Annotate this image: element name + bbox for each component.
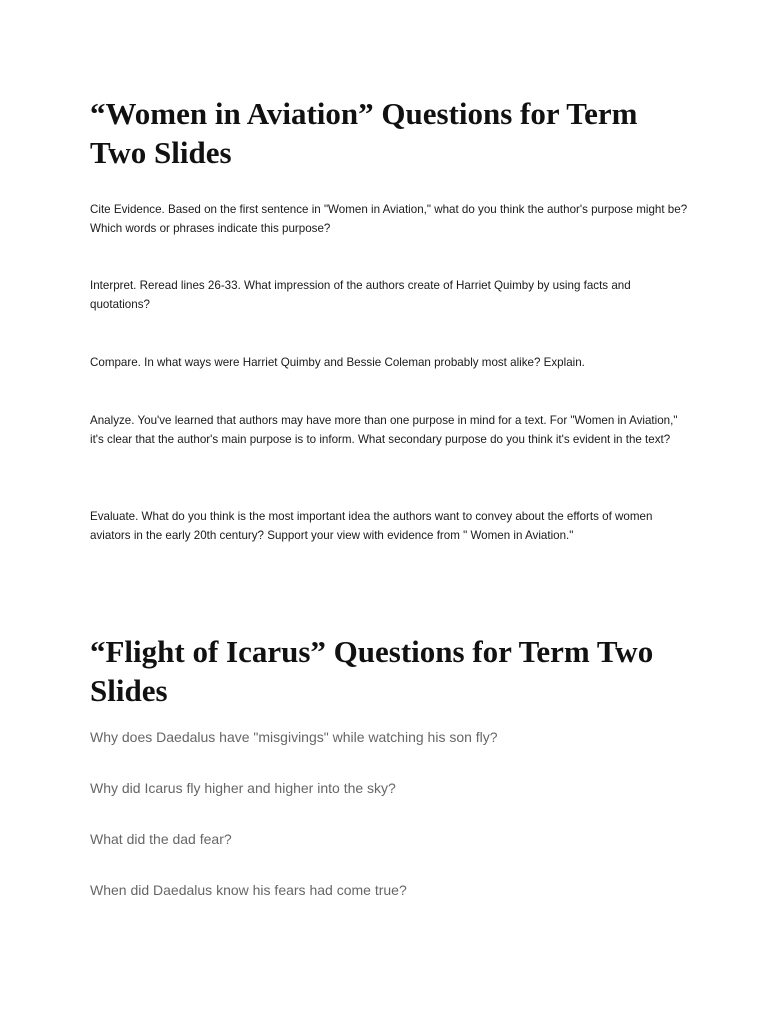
question-cite-evidence: Cite Evidence. Based on the first sentence in "Women in Aviation," what do you think the author's purpose might be? Which words or phrases indicate this purpose? xyxy=(90,203,688,235)
question-dad-fear: What did the dad fear? xyxy=(90,831,232,847)
question-misgivings: Why does Daedalus have "misgivings" while watching his son fly? xyxy=(90,729,498,745)
question-fears-true: When did Daedalus know his fears had come true? xyxy=(90,882,407,898)
question-evaluate: Evaluate. What do you think is the most important idea the authors want to convey about the efforts of women aviators in the early 20th century? Support your view with evidence from " Women in Aviation." xyxy=(90,510,653,542)
question-fly-higher: Why did Icarus fly higher and higher into the sky? xyxy=(90,780,396,796)
question-interpret: Interpret. Reread lines 26-33. What impression of the authors create of Harriet Quimby by using facts and quotations? xyxy=(90,279,631,311)
section-heading-flight-of-icarus: “Flight of Icarus” Questions for Term Two Slides xyxy=(90,634,654,708)
section-heading-women-in-aviation: “Women in Aviation” Questions for Term Two Slides xyxy=(90,96,638,170)
question-compare: Compare. In what ways were Harriet Quimby and Bessie Coleman probably most alike? Explain. xyxy=(90,356,585,369)
question-analyze: Analyze. You've learned that authors may have more than one purpose in mind for a text. For "Women in Aviation," it's clear that the author's main purpose is to inform. What secondary purpose do you think it's evident in the text? xyxy=(90,414,678,446)
